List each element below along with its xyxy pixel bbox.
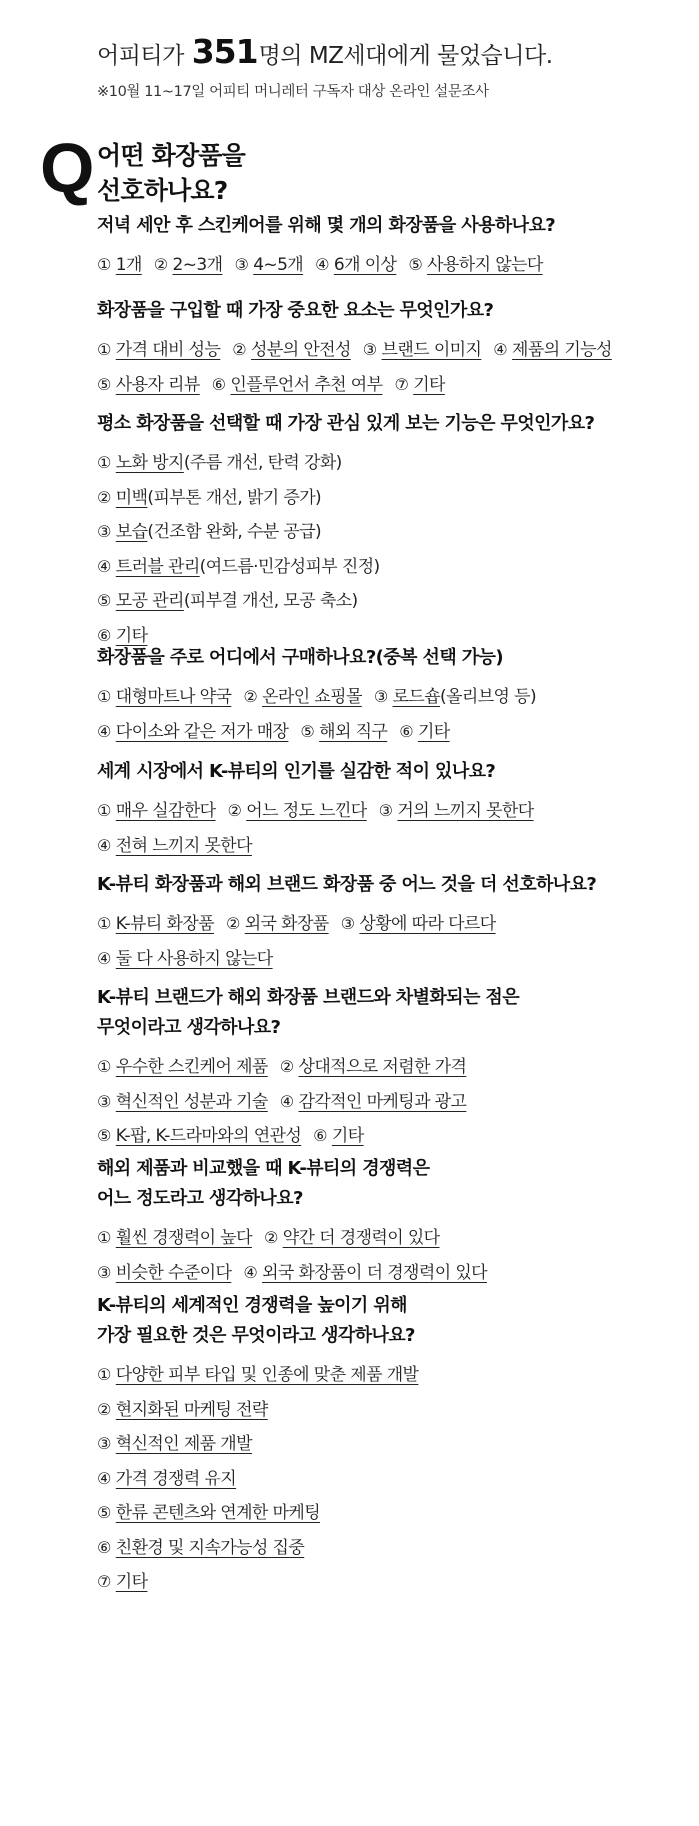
answer-option	[341, 907, 496, 942]
option-number: ③	[373, 687, 388, 706]
option-number: ①	[97, 687, 111, 706]
option-label: 성분의 안전성	[251, 340, 351, 360]
option-label: 2~3개	[172, 255, 223, 275]
option-label: 기타	[331, 1126, 364, 1146]
answer-option	[374, 680, 536, 715]
option-row	[97, 333, 687, 368]
answer-option	[408, 248, 542, 283]
answer-option	[97, 1085, 268, 1120]
question-title: 세계 시장에서 K-뷰티의 인기를 실감한 적이 있나요?	[97, 761, 496, 782]
question-title: 평소 화장품을 선택할 때 가장 관심 있게 보는 기능은 무엇인가요?	[97, 413, 595, 434]
answer-option	[97, 1050, 268, 1085]
answer-option	[394, 368, 444, 403]
question-title: 화장품을 구입할 때 가장 중요한 요소는 무엇인가요?	[97, 300, 494, 321]
option-label: 현지화된 마케팅 전략	[115, 1399, 268, 1420]
answer-option	[97, 680, 231, 715]
option-label: 가격 대비 성능	[115, 340, 221, 360]
option-number: ④	[97, 835, 111, 855]
answer-option	[228, 794, 367, 829]
answer-option	[493, 333, 612, 368]
answer-option	[232, 333, 351, 368]
option-label: 인플루언서 추천 여부	[230, 374, 383, 395]
option-number: ①	[97, 1365, 111, 1384]
question-title: K-뷰티의 세계적인 경쟁력을 높이기 위해	[97, 1295, 407, 1316]
answer-option	[97, 829, 252, 864]
option-row	[97, 1050, 687, 1085]
option-number: ②	[232, 340, 247, 359]
question-title: 저녁 세안 후 스킨케어를 위해 몇 개의 화장품을 사용하나요?	[97, 215, 556, 236]
option-detail: (피부톤 개선, 밝기 증가)	[147, 487, 322, 508]
option-number: ④	[315, 255, 329, 274]
answer-option	[97, 248, 142, 283]
option-label: 외국 화장품이 더 경쟁력이 있다	[262, 1262, 487, 1283]
option-label: 해외 직구	[319, 721, 388, 742]
question-title: 어느 정도라고 생각하나요?	[97, 1188, 303, 1209]
option-detail: (여드름·민감성피부 진정)	[199, 556, 380, 577]
option-label: 가격 경쟁력 유지	[115, 1468, 237, 1489]
option-number: ④	[97, 1468, 111, 1488]
option-number: ⑤	[97, 374, 111, 394]
option-number: ⑦	[394, 374, 409, 394]
option-number: ⑤	[408, 255, 423, 274]
answer-option	[97, 1427, 252, 1462]
option-number: ③	[362, 340, 377, 359]
option-label: 사용하지 않는다	[427, 255, 543, 275]
answer-option	[97, 907, 214, 942]
answer-option	[280, 1050, 467, 1085]
option-label: 비슷한 수준이다	[115, 1262, 232, 1283]
option-number: ④	[279, 1091, 294, 1111]
option-number: ④	[97, 948, 111, 968]
option-number: ⑥	[211, 374, 226, 394]
option-label: 브랜드 이미지	[381, 340, 482, 360]
page-title-line: 어떤 화장품을	[97, 141, 246, 170]
option-number: ④	[97, 556, 111, 576]
question-title: 해외 제품과 비교했을 때 K-뷰티의 경쟁력은	[97, 1158, 430, 1179]
answer-option	[280, 1085, 467, 1120]
option-label: 상황에 따라 다르다	[359, 914, 496, 934]
question-block	[97, 296, 687, 402]
option-row	[97, 446, 687, 481]
question-block	[97, 643, 687, 749]
option-number: ②	[227, 801, 242, 820]
question-block	[97, 983, 687, 1154]
survey-note: ※10월 11~17일 어피티 머니레터 구독자 대상 온라인 설문조사	[97, 84, 489, 100]
answer-option	[212, 368, 383, 403]
option-label: 4~5개	[253, 255, 304, 275]
option-detail: (건조함 완화, 수분 공급)	[147, 522, 322, 542]
option-label: 감각적인 마케팅과 광고	[298, 1091, 467, 1112]
option-label: 외국 화장품	[244, 914, 329, 934]
option-number: ③	[234, 255, 249, 274]
answer-option	[243, 1256, 487, 1291]
question-title: K-뷰티 브랜드가 해외 화장품 브랜드와 차별화되는 점은	[97, 987, 519, 1008]
answer-option	[313, 1119, 363, 1154]
option-label: 보습	[115, 522, 148, 542]
option-row	[97, 1496, 687, 1531]
option-label: 기타	[413, 374, 445, 395]
answer-option	[97, 1531, 304, 1566]
option-number: ②	[279, 1057, 294, 1076]
answer-option	[243, 680, 362, 715]
option-row	[97, 1427, 687, 1462]
option-number: ③	[97, 522, 111, 541]
answer-option	[97, 584, 358, 619]
answer-option	[97, 794, 216, 829]
answer-option	[264, 1221, 440, 1256]
question-title: 가장 필요한 것은 무엇이라고 생각하나요?	[97, 1325, 415, 1346]
option-label: 다이소와 같은 저가 매장	[115, 721, 289, 742]
option-label: 로드숍	[392, 687, 441, 707]
option-row	[97, 368, 687, 403]
question-block	[97, 409, 687, 653]
option-number: ②	[97, 487, 111, 507]
option-label: 친환경 및 지속가능성 집중	[115, 1537, 305, 1558]
option-number: ①	[97, 914, 111, 933]
option-detail: (주름 개선, 탄력 강화)	[183, 453, 342, 473]
option-label: 상대적으로 저렴한 가격	[298, 1057, 467, 1077]
answer-option	[234, 248, 303, 283]
answer-option	[97, 1393, 268, 1428]
option-number: ④	[493, 340, 508, 359]
answer-option	[97, 481, 321, 516]
option-label: 거의 느끼지 못한다	[397, 801, 534, 821]
question-block	[97, 1154, 687, 1290]
option-label: 매우 실감한다	[115, 801, 216, 821]
question-title: 화장품을 주로 어디에서 구매하나요?(중복 선택 가능)	[97, 647, 503, 668]
option-row	[97, 715, 687, 750]
option-number: ①	[97, 340, 111, 359]
option-label: 혁신적인 성분과 기술	[115, 1091, 268, 1112]
answer-option	[97, 1256, 231, 1291]
option-row	[97, 481, 687, 516]
page-title-line: 선호하나요?	[97, 176, 228, 205]
option-number: ④	[97, 721, 111, 741]
option-detail: (피부결 개선, 모공 축소)	[183, 591, 358, 611]
option-label: 기타	[115, 1572, 148, 1592]
option-row	[97, 1085, 687, 1120]
option-number: ②	[97, 1399, 111, 1419]
page-title	[97, 138, 245, 208]
option-label: 훨씬 경쟁력이 높다	[115, 1228, 252, 1248]
question-block	[97, 1291, 687, 1600]
option-label: 둘 다 사용하지 않는다	[115, 948, 273, 969]
option-label: K-팝, K-드라마와의 연관성	[115, 1126, 302, 1146]
respondent-count: 351	[191, 32, 258, 71]
option-detail: (올리브영 등)	[440, 687, 537, 707]
answer-option	[97, 550, 380, 585]
answer-option	[363, 333, 482, 368]
q-mark: Q	[40, 129, 92, 207]
option-number: ③	[340, 914, 355, 933]
option-label: 기타	[417, 721, 450, 742]
option-number: ⑤	[97, 1126, 111, 1145]
option-number: ②	[153, 255, 168, 274]
intro-prefix: 어피티가	[97, 43, 191, 69]
option-label: 트러블 관리	[115, 556, 200, 577]
option-label: 모공 관리	[115, 591, 184, 611]
answer-option	[399, 715, 449, 750]
option-number: ①	[97, 255, 111, 274]
option-row	[97, 248, 687, 283]
option-label: 사용자 리뷰	[115, 374, 200, 395]
option-row	[97, 1221, 687, 1256]
answer-option	[97, 1496, 320, 1531]
option-label: 전혀 느끼지 못한다	[115, 835, 252, 856]
question-block	[97, 757, 687, 863]
option-row	[97, 1358, 687, 1393]
answer-option	[97, 1119, 301, 1154]
answer-option	[97, 942, 273, 977]
option-label: 미백	[115, 487, 148, 508]
option-label: 다양한 피부 타입 및 인종에 맞춘 제품 개발	[115, 1365, 419, 1385]
option-row	[97, 515, 687, 550]
option-row	[97, 1531, 687, 1566]
answer-option	[154, 248, 223, 283]
option-label: 약간 더 경쟁력이 있다	[282, 1228, 440, 1248]
option-label: 제품의 기능성	[512, 340, 612, 360]
option-number: ③	[97, 1091, 111, 1111]
answer-option	[97, 1358, 418, 1393]
question-block	[97, 870, 687, 976]
option-number: ①	[97, 801, 111, 820]
option-number: ⑤	[300, 721, 315, 741]
option-row	[97, 584, 687, 619]
answer-option	[97, 1565, 147, 1600]
answer-option	[97, 1462, 236, 1497]
option-number: ⑥	[97, 625, 111, 645]
answer-option	[300, 715, 387, 750]
option-row	[97, 1393, 687, 1428]
option-label: 우수한 스킨케어 제품	[115, 1057, 268, 1077]
answer-option	[97, 333, 220, 368]
intro-suffix: 명의 MZ세대에게 물었습니다.	[258, 43, 553, 69]
answer-option	[315, 248, 396, 283]
option-row	[97, 1565, 687, 1600]
option-number: ①	[97, 1228, 111, 1247]
answer-option	[97, 368, 200, 403]
intro-headline	[97, 32, 687, 72]
option-number: ③	[378, 801, 393, 820]
option-number: ③	[97, 1434, 111, 1453]
option-label: 기타	[115, 625, 148, 646]
option-number: ②	[243, 687, 258, 706]
option-row	[97, 907, 687, 942]
option-label: 한류 콘텐츠와 연계한 마케팅	[115, 1503, 321, 1523]
option-label: 어느 정도 느낀다	[246, 801, 367, 821]
option-number: ②	[263, 1228, 278, 1247]
option-label: 6개 이상	[333, 255, 397, 275]
answer-option	[97, 446, 342, 481]
option-label: 노화 방지	[115, 453, 184, 473]
option-number: ③	[97, 1262, 111, 1282]
option-row	[97, 942, 687, 977]
option-row	[97, 680, 687, 715]
option-row	[97, 1256, 687, 1291]
option-number: ⑥	[97, 1537, 111, 1557]
option-label: K-뷰티 화장품	[115, 914, 214, 934]
option-row	[97, 794, 687, 829]
intro	[97, 32, 687, 101]
answer-option	[97, 515, 321, 550]
option-number: ⑥	[399, 721, 413, 741]
option-number: ①	[97, 1057, 111, 1076]
answer-option	[226, 907, 329, 942]
answer-option	[379, 794, 534, 829]
option-number: ⑤	[97, 591, 111, 610]
option-row	[97, 1462, 687, 1497]
option-row	[97, 550, 687, 585]
option-number: ④	[243, 1262, 258, 1282]
option-label: 대형마트나 약국	[115, 687, 232, 707]
option-row	[97, 1119, 687, 1154]
option-number: ②	[225, 914, 240, 933]
option-label: 혁신적인 제품 개발	[115, 1434, 252, 1454]
question-title: 무엇이라고 생각하나요?	[97, 1017, 281, 1038]
option-row	[97, 829, 687, 864]
option-number: ⑦	[97, 1572, 111, 1591]
answer-option	[97, 1221, 252, 1256]
option-label: 온라인 쇼핑몰	[262, 687, 362, 707]
question-block	[97, 211, 687, 283]
option-number: ⑤	[97, 1503, 111, 1522]
option-number: ①	[97, 453, 111, 472]
option-label: 1개	[115, 255, 142, 275]
option-number: ⑥	[313, 1126, 327, 1145]
answer-option	[97, 715, 288, 750]
question-title: K-뷰티 화장품과 해외 브랜드 화장품 중 어느 것을 더 선호하나요?	[97, 874, 597, 895]
